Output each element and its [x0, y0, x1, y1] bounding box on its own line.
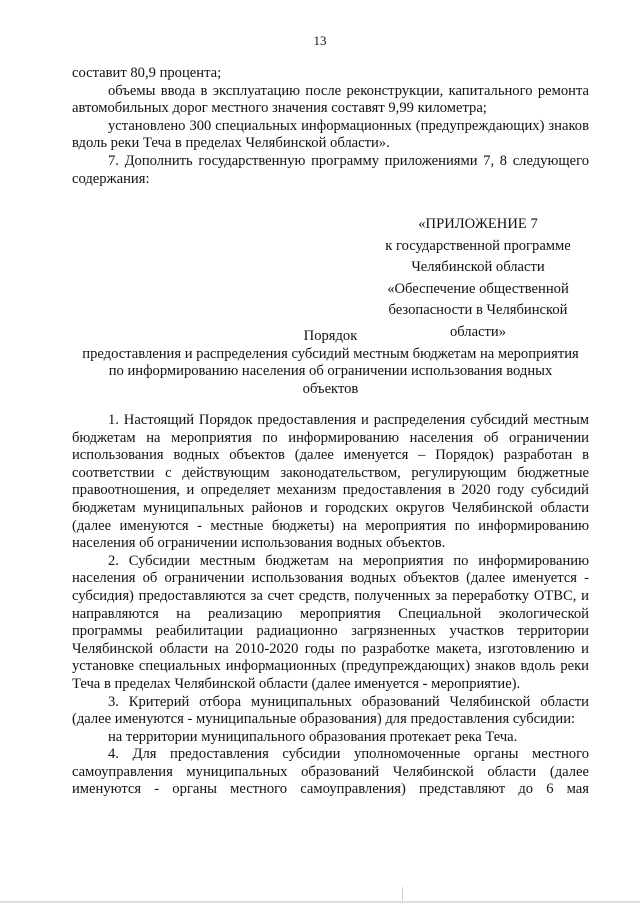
scan-edge [0, 901, 640, 903]
appendix-line: Челябинской области [411, 259, 545, 275]
appendix-header [368, 214, 588, 343]
title-heading: Порядок [303, 328, 358, 344]
paragraph: составит 80,9 процента; [72, 65, 222, 81]
title-line: предоставления и распределения субсидий местным бюджетам на мероприятия [82, 345, 579, 362]
appendix-title: «ПРИЛОЖЕНИЕ 7 [418, 216, 538, 232]
paragraph: 3. Критерий отбора муниципальных образований Челябинской области (далее именуются - муниципальные образования) для предоставления субсидии: [72, 693, 589, 728]
appendix-line: «Обеспечение общественной [387, 280, 569, 297]
paragraph: 1. Настоящий Порядок предоставления и распределения субсидий местным бюджетам на мероприятия по информированию населения об ограничении использования водных объектов (далее именуется – Порядок) разработан в соответствии с действующим законодательством, регулирующим бюджетные правоотношения, и определяет механизм предоставления в 2020 году субсидий бюджетам муниципальных районов и городских округов Челябинской области (далее именуются - местные бюджеты) на мероприятия по информированию населения об ограничении использования водных объектов. [72, 412, 589, 552]
paragraph: установлено 300 специальных информационных (предупреждающих) знаков вдоль реки Теча в пределах Челябинской области». [72, 117, 589, 152]
scan-artifact [402, 887, 403, 901]
paragraph: 2. Субсидии местным бюджетам на мероприятия по информированию населения об ограничении использования водных объектов (далее именуется - субсидия) предоставляются за счет средств, полученных за переработку ОТВС, и направляются на реализацию мероприятия Специальной экологической программы реабилитации радиационно загрязненных участков территории Челябинской области на 2010-2020 годы по разработке макета, изготовлению и установке специальных информационных (предупреждающих) знаков вдоль реки Теча в пределах Челябинской области (далее именуется - мероприятие). [72, 552, 589, 692]
paragraph: 7. Дополнить государственную программу приложениями 7, 8 следующего содержания: [72, 152, 589, 187]
page-number: 13 [313, 33, 327, 48]
body-paragraphs [72, 412, 589, 799]
paragraph: 4. Для предоставления субсидии уполномоченные органы местного самоуправления муниципальных образований Челябинской области (далее именуются - органы местного самоуправления) представляют до 6 мая [72, 746, 589, 798]
title-line: объектов [302, 380, 359, 397]
paragraph: объемы ввода в эксплуатацию после реконструкции, капитального ремонта автомобильных дорог местного значения составят 9,99 километра; [72, 82, 589, 117]
appendix-line: области» [449, 323, 507, 340]
title-line: по информированию населения об ограничении использования водных [108, 363, 553, 379]
paragraph: на территории муниципального образования протекает река Теча. [108, 728, 518, 745]
top-paragraphs [72, 65, 589, 188]
appendix-line: безопасности в Челябинской [388, 302, 568, 318]
document-title [72, 328, 589, 398]
appendix-line: к государственной программе [385, 237, 571, 254]
